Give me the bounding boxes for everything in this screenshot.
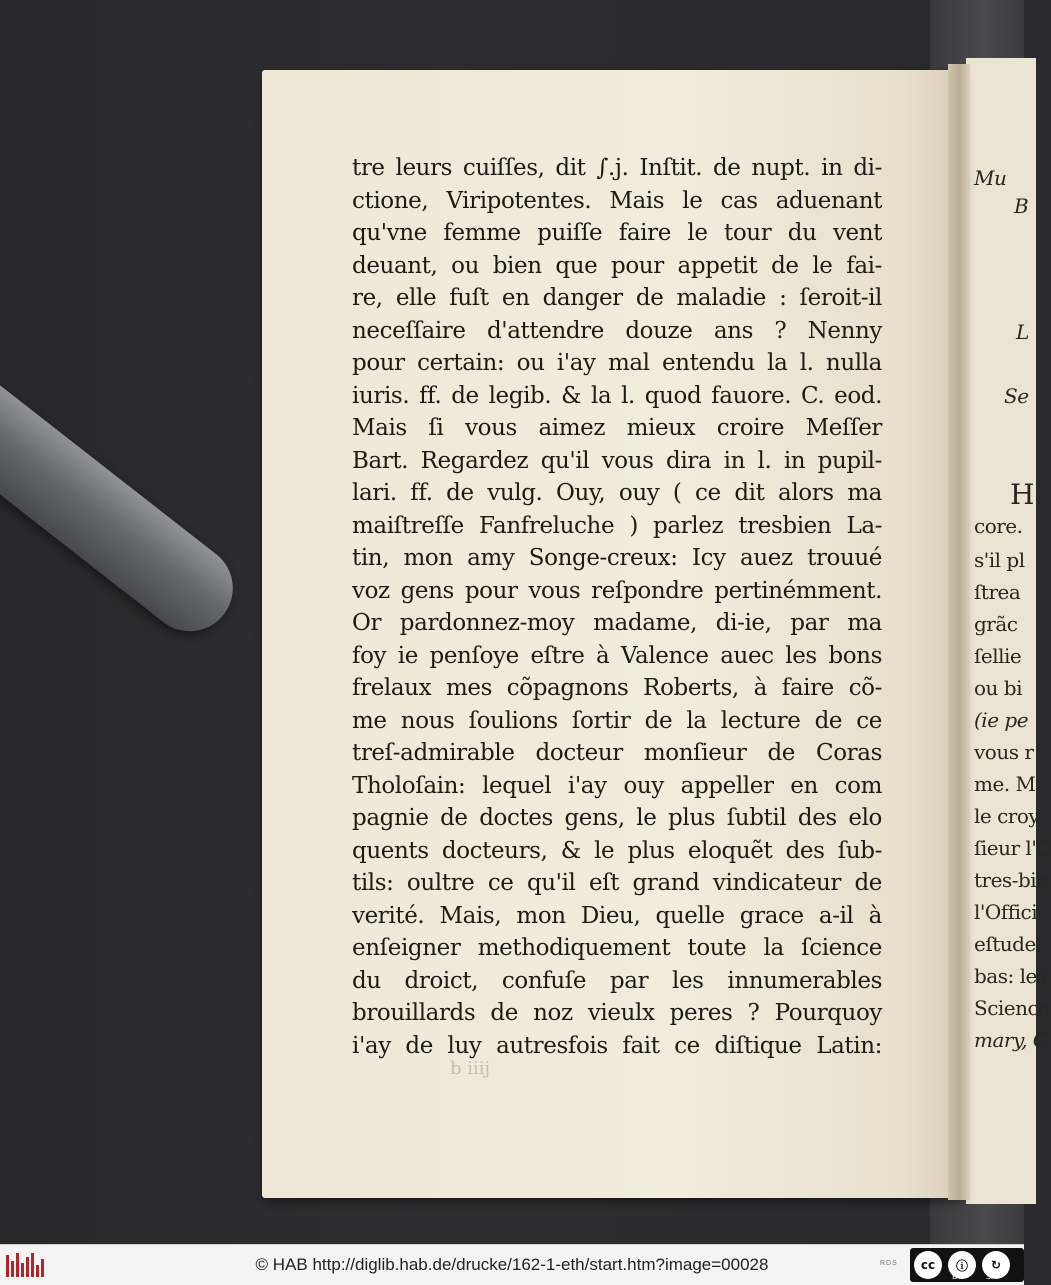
page-text [352,152,882,1062]
text-line: frelaux mes cõpagnons Roberts, à faire cõ- [352,675,882,701]
next-page-fragment: tres-bie [974,868,1048,892]
next-page-fragment: mary, C [974,1028,1048,1052]
next-page-fragment: L [1016,320,1029,344]
next-page-fragment: eſtude. [974,932,1042,956]
next-page-edge [966,58,1051,1204]
text-line: me nous ſoulions ſortir de la lecture de ce [352,707,882,734]
text-line: Bart. Regardez qu'il vous dira in l. in pupil- [352,447,882,474]
text-line: verité. Mais, mon Dieu, quelle grace a-il à [352,902,882,929]
next-page-fragment: Se [1004,384,1029,408]
footer-small-mark: RDS [880,1260,898,1267]
next-page-fragment: s'il pl [974,548,1025,572]
next-page-fragment: H [1010,478,1034,511]
share-alike-icon: ↻ [982,1251,1010,1279]
text-line: du droict, confuſe par les innumerables [352,967,882,994]
text-line: foy ie penſoye eſtre à Valence auec les bons [352,642,882,669]
text-line: tre leurs cuiſſes, dit ∫.j. Inſtit. de nupt. in di- [352,155,882,181]
text-line: ctione, Viripotentes. Mais le cas aduenant [352,187,882,214]
text-line: brouillards de noz vieulx peres ? Pourquoy [352,1000,882,1026]
next-page-fragment: bas: les [974,964,1047,988]
text-line: voz gens pour vous reſpondre pertinémment. [352,577,882,604]
text-line: i'ay de luy autresfois fait ce diſtique Latin: [352,1032,882,1059]
text-line: deuant, ou bien que pour appetit de le fai- [352,252,882,279]
footer-bar [0,1244,1024,1285]
sa-label: SA [986,1272,997,1281]
next-page-fragment: ou bi [974,676,1022,700]
next-page-fragment: Mu [974,166,1007,190]
text-line: neceſſaire d'attendre douze ans ? Nenny [352,317,882,344]
next-page-fragment: l'Offici [974,900,1038,924]
by-attribution-icon: ⓘ [948,1251,976,1279]
next-page-fragment: B [1014,194,1029,218]
next-page-fragment: ſieur l'C [974,836,1051,860]
text-line: qu'vne femme puiſſe faire le tour du vent [352,220,882,246]
text-line: pour certain: ou i'ay mal entendu la l. nulla [352,350,882,376]
text-line: Mais ſi vous aimez mieux croire Meſſer [352,415,882,441]
next-page-fragment: ſtrea [974,580,1021,604]
text-line: tin, mon amy Songe-creux: Icy auez trouué [352,545,882,571]
next-page-fragment: vous r [974,740,1034,764]
text-line: treſ-admirable docteur monſieur de Coras [352,740,882,766]
next-page-fragment: Science [974,996,1050,1020]
footer-credit-link[interactable]: © HAB http://diglib.hab.de/drucke/162-1-eth/start.htm?image=00028 [255,1255,769,1274]
next-page-fragment: ſellie [974,644,1022,668]
text-line: Or pardonnez-moy madame, di-ie, par ma [352,610,882,636]
next-page-fragment: core. [974,514,1023,538]
text-line: lari. ff. de vulg. Ouy, ouy ( ce dit alors ma [352,480,882,506]
text-line: maiſtreſſe Fanfreluche ) parlez tresbien La- [352,512,882,539]
next-page-fragment: (ie pe [974,708,1029,732]
text-line: Tholoſain: lequel i'ay ouy appeller en com [352,772,882,799]
page-holder-clip [0,359,250,648]
cc-license-badge[interactable] [910,1248,1024,1282]
next-page-fragment: grãc [974,612,1018,636]
text-line: iuris. ff. de legib. & la l. quod fauore. C. eod. [352,382,882,409]
text-line: quents docteurs, & le plus eloquẽt des ſub- [352,837,882,864]
text-line: pagnie de doctes gens, le plus ſubtil des elo [352,805,882,831]
text-line: re, elle fuſt en danger de maladie : ſeroit-il [352,285,882,311]
cc-icon: cc [914,1251,942,1279]
next-page-fragment: me. M [974,772,1036,796]
text-line: enſeigner methodiquement toute la ſcience [352,935,882,961]
page-gutter [948,64,970,1200]
by-label: BY [952,1272,962,1281]
next-page-fragment: le croy [974,804,1040,828]
text-line: tils: oultre ce qu'il eſt grand vindicateur de [352,870,882,896]
signature-mark: b iiij [450,1058,491,1079]
